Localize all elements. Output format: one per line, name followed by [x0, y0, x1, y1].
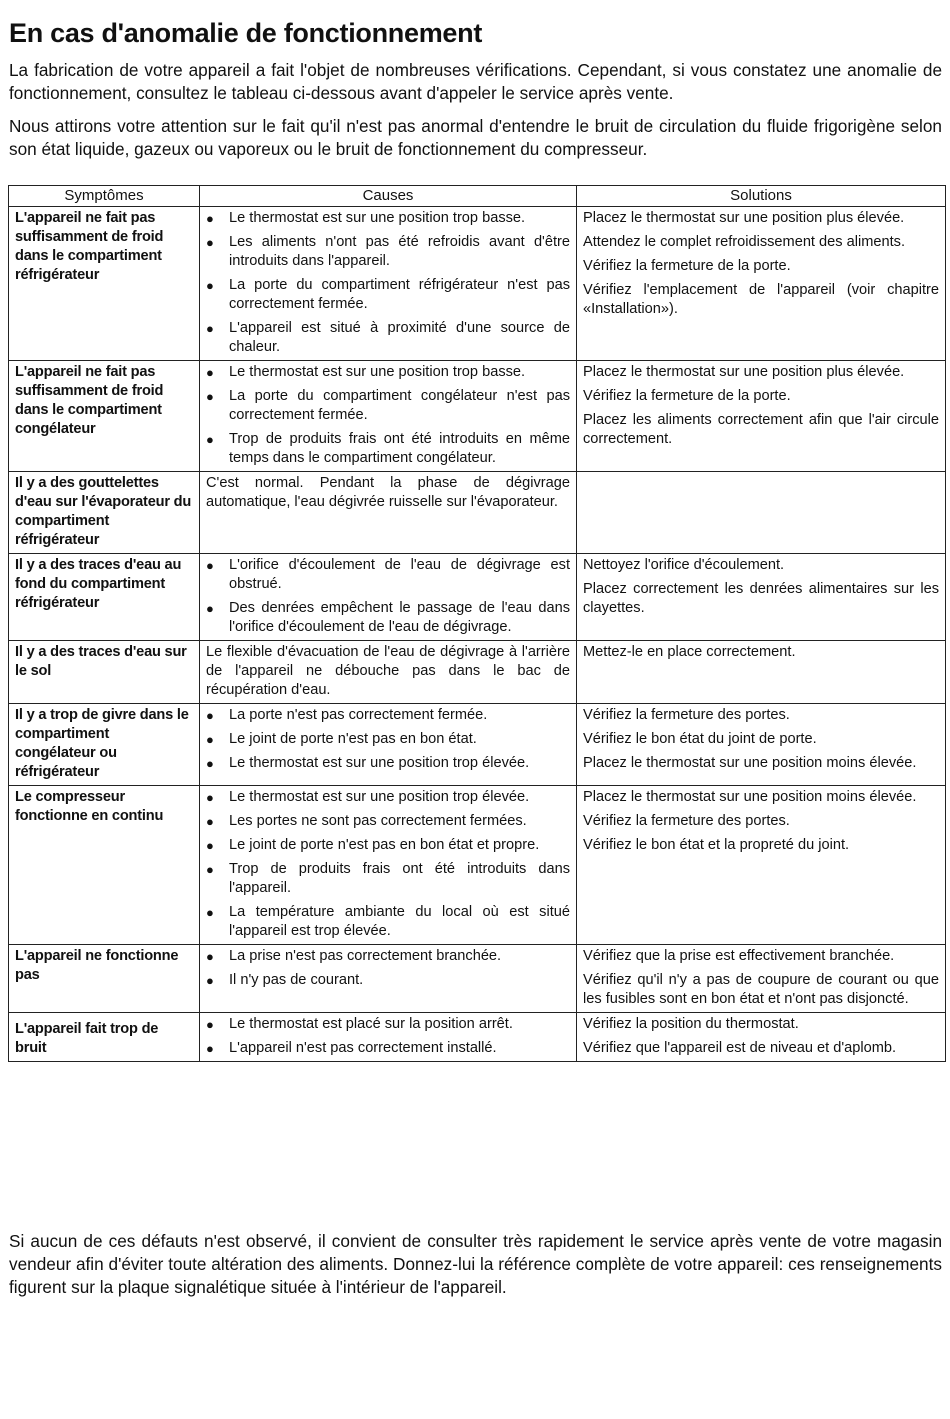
solution-text: Placez le thermostat sur une position moins élevée.	[583, 789, 917, 805]
header-causes: Causes	[200, 186, 577, 207]
table-row	[9, 641, 946, 704]
bullet-icon: ●	[206, 973, 214, 988]
solution-text: Placez le thermostat sur une position moins élevée.	[583, 755, 917, 771]
table-row	[9, 361, 946, 472]
cause-item	[206, 971, 570, 990]
causes-cell	[200, 704, 577, 786]
troubleshooting-table	[8, 185, 946, 1062]
solution-text: Placez le thermostat sur une position plus élevée.	[583, 210, 905, 226]
solution-text: Vérifiez la position du thermostat.	[583, 1016, 799, 1032]
cause-text: Le joint de porte n'est pas en bon état et propre.	[229, 837, 540, 853]
cause-text: Les aliments n'ont pas été refroidis avant d'être introduits dans l'appareil.	[229, 234, 570, 269]
bullet-icon: ●	[206, 905, 214, 920]
table-row	[9, 945, 946, 1013]
bullet-icon: ●	[206, 949, 214, 964]
solutions-cell	[577, 361, 946, 472]
solutions-cell	[577, 1013, 946, 1062]
bullet-icon: ●	[206, 708, 214, 723]
bullet-icon: ●	[206, 1017, 214, 1032]
table-row	[9, 1013, 946, 1062]
cause-item	[206, 276, 570, 314]
cause-item	[206, 788, 570, 807]
table-row	[9, 472, 946, 554]
bullet-icon: ●	[206, 211, 214, 226]
symptom-cell: L'appareil ne fait pas suffisamment de froid dans le compartiment réfrigérateur	[9, 207, 200, 361]
symptom-cell: Il y a des traces d'eau sur le sol	[9, 641, 200, 704]
bullet-icon: ●	[206, 790, 214, 805]
symptom-cell: Il y a trop de givre dans le compartiment congélateur ou réfrigérateur	[9, 704, 200, 786]
solutions-cell	[577, 704, 946, 786]
causes-cell	[200, 786, 577, 945]
causes-cell	[200, 361, 577, 472]
cause-item	[206, 1039, 570, 1058]
solution-text: Vérifiez qu'il n'y a pas de coupure de courant ou que les fusibles sont en bon état et n'ont pas disjoncté.	[583, 972, 939, 1007]
cause-item	[206, 387, 570, 425]
bullet-icon: ●	[206, 432, 214, 447]
cause-item	[206, 556, 570, 594]
cause-item	[206, 730, 570, 749]
cause-text: Le thermostat est sur une position trop élevée.	[229, 755, 530, 771]
cause-text: L'orifice d'écoulement de l'eau de dégivrage est obstrué.	[229, 557, 570, 592]
solution-text: Vérifiez que la prise est effectivement branchée.	[583, 948, 895, 964]
cause-item	[206, 233, 570, 271]
cause-text: L'appareil n'est pas correctement installé.	[229, 1040, 497, 1056]
cause-item	[206, 836, 570, 855]
cause-item	[206, 430, 570, 468]
cause-text: Trop de produits frais ont été introduits en même temps dans le compartiment congélateur.	[229, 431, 570, 466]
cause-item	[206, 1015, 570, 1034]
symptom-cell: Il y a des gouttelettes d'eau sur l'évaporateur du compartiment réfrigérateur	[9, 472, 200, 554]
solution-text: Vérifiez la fermeture des portes.	[583, 813, 790, 829]
cause-item	[206, 599, 570, 637]
cause-text: Le thermostat est sur une position trop élevée.	[229, 789, 530, 805]
bullet-icon: ●	[206, 601, 214, 616]
solution-text: Placez les aliments correctement afin que l'air circule correctement.	[583, 412, 939, 447]
cause-text: Le thermostat est sur une position trop basse.	[229, 210, 526, 226]
solution-text: Vérifiez l'emplacement de l'appareil (voir chapitre «Installation»).	[583, 282, 939, 317]
bullet-icon: ●	[206, 389, 214, 404]
bullet-icon: ●	[206, 814, 214, 829]
cause-text: La porte n'est pas correctement fermée.	[229, 707, 488, 723]
solutions-cell	[577, 786, 946, 945]
solutions-cell	[577, 207, 946, 361]
bullet-icon: ●	[206, 365, 214, 380]
solution-text: Vérifiez que l'appareil est de niveau et d'aplomb.	[583, 1040, 897, 1056]
solution-text: Vérifiez le bon état du joint de porte.	[583, 731, 817, 747]
bullet-icon: ●	[206, 732, 214, 747]
bullet-icon: ●	[206, 756, 214, 771]
cause-text: Le joint de porte n'est pas en bon état.	[229, 731, 477, 747]
intro-paragraph-1: La fabrication de votre appareil a fait l'objet de nombreuses vérifications. Cependant, si vous constatez une anomalie de fonctionnement, consultez le tableau ci-dessous avant d'appeler le service après vente.	[9, 60, 942, 103]
header-solutions: Solutions	[577, 186, 946, 207]
bullet-icon: ●	[206, 1041, 214, 1056]
symptom-cell: L'appareil ne fonctionne pas	[9, 945, 200, 1013]
symptom-cell: Il y a des traces d'eau au fond du compartiment réfrigérateur	[9, 554, 200, 641]
causes-cell	[200, 1013, 577, 1062]
table-row	[9, 207, 946, 361]
bullet-icon: ●	[206, 278, 214, 293]
cause-item	[206, 209, 570, 228]
cause-item	[206, 754, 570, 773]
table-row	[9, 704, 946, 786]
solution-text: Attendez le complet refroidissement des aliments.	[583, 234, 906, 250]
cause-text: L'appareil est situé à proximité d'une source de chaleur.	[229, 320, 570, 355]
bullet-icon: ●	[206, 558, 214, 573]
solution-text: Vérifiez la fermeture des portes.	[583, 707, 790, 723]
cause-text: La prise n'est pas correctement branchée.	[229, 948, 502, 964]
solution-text: Vérifiez la fermeture de la porte.	[583, 388, 791, 404]
cause-text: Le thermostat est sur une position trop basse.	[229, 364, 526, 380]
solutions-cell	[577, 472, 946, 554]
cause-text: Il n'y pas de courant.	[229, 972, 364, 988]
cause-item	[206, 812, 570, 831]
cause-item	[206, 903, 570, 941]
cause-text: Le flexible d'évacuation de l'eau de dégivrage à l'arrière de l'appareil ne débouche pas dans le bac de récupération d'eau.	[206, 644, 570, 698]
causes-cell	[200, 554, 577, 641]
solution-text: Vérifiez la fermeture de la porte.	[583, 258, 791, 274]
cause-text: Les portes ne sont pas correctement fermées.	[229, 813, 527, 829]
table-row	[9, 786, 946, 945]
intro-paragraph-2: Nous attirons votre attention sur le fait qu'il n'est pas anormal d'entendre le bruit de circulation du fluide frigorigène selon son état liquide, gazeux ou vaporeux ou le bruit de fonctionnement du compresseur.	[9, 116, 942, 159]
solution-text: Nettoyez l'orifice d'écoulement.	[583, 557, 785, 573]
solution-text: Mettez-le en place correctement.	[583, 644, 796, 660]
solution-text: Placez correctement les denrées alimentaires sur les clayettes.	[583, 581, 939, 616]
cause-item	[206, 319, 570, 357]
cause-text: Le thermostat est placé sur la position arrêt.	[229, 1016, 513, 1032]
bullet-icon: ●	[206, 235, 214, 250]
table-header-row	[9, 186, 946, 207]
solution-text: Vérifiez le bon état et la propreté du joint.	[583, 837, 850, 853]
causes-cell	[200, 472, 577, 554]
cause-item	[206, 947, 570, 966]
causes-cell	[200, 641, 577, 704]
footer-paragraph: Si aucun de ces défauts n'est observé, il convient de consulter très rapidement le service après vente de votre magasin vendeur afin d'éviter toute altération des aliments. Donnez-lui la référence complète de votre appareil: ces renseignements figurent sur la plaque signalétique située à l'intérieur de l'appareil.	[9, 1231, 942, 1297]
solutions-cell	[577, 554, 946, 641]
solution-text: Placez le thermostat sur une position plus élevée.	[583, 364, 905, 380]
symptom-cell: L'appareil fait trop de bruit	[9, 1013, 200, 1062]
cause-text: La porte du compartiment congélateur n'est pas correctement fermée.	[229, 388, 570, 423]
cause-item	[206, 363, 570, 382]
cause-text: C'est normal. Pendant la phase de dégivrage automatique, l'eau dégivrée ruisselle sur l'évaporateur.	[206, 475, 570, 510]
page-title: En cas d'anomalie de fonctionnement	[9, 18, 483, 48]
causes-cell	[200, 945, 577, 1013]
bullet-icon: ●	[206, 321, 214, 336]
solutions-cell	[577, 945, 946, 1013]
symptom-cell: L'appareil ne fait pas suffisamment de froid dans le compartiment congélateur	[9, 361, 200, 472]
solutions-cell	[577, 641, 946, 704]
bullet-icon: ●	[206, 838, 214, 853]
table-row	[9, 554, 946, 641]
cause-item	[206, 706, 570, 725]
causes-cell	[200, 207, 577, 361]
header-symptoms: Symptômes	[9, 186, 200, 207]
cause-text: La porte du compartiment réfrigérateur n'est pas correctement fermée.	[229, 277, 570, 312]
symptom-cell: Le compresseur fonctionne en continu	[9, 786, 200, 945]
cause-item	[206, 860, 570, 898]
cause-text: La température ambiante du local où est situé l'appareil est trop élevée.	[229, 904, 570, 939]
bullet-icon: ●	[206, 862, 214, 877]
cause-text: Des denrées empêchent le passage de l'eau dans l'orifice d'écoulement de l'eau de dégivrage.	[229, 600, 570, 635]
cause-text: Trop de produits frais ont été introduits dans l'appareil.	[229, 861, 570, 896]
